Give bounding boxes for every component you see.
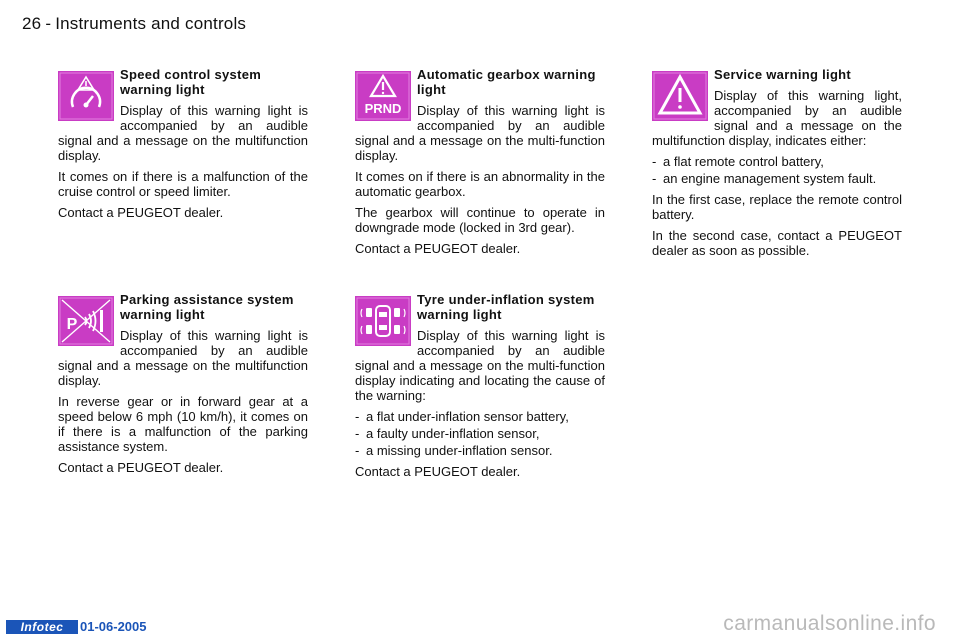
- tyre-section: [355, 292, 605, 485]
- section-title: Service warning light: [714, 67, 852, 82]
- watermark: carmanualsonline.info: [723, 612, 936, 635]
- tyre-pressure-icon: [355, 296, 411, 346]
- list-item: - a flat under-inflation sensor battery,: [355, 409, 605, 424]
- section-intro: Display of this warning light is accompanied by an audible signal and a message on the multifunction display.: [58, 328, 308, 388]
- list-item: - a missing under-inflation sensor.: [355, 443, 605, 458]
- list-item: - an engine management system fault.: [652, 171, 902, 186]
- section-intro: Display of this warning light is accompanied by an audible signal and a message on the multi-function display indicating and locating the cause of the warning:: [355, 328, 605, 403]
- parking-section: [58, 292, 308, 481]
- speed-control-section: [58, 67, 308, 226]
- section-text: Contact a PEUGEOT dealer.: [355, 241, 521, 256]
- page-header: [22, 14, 246, 34]
- section-text: Contact a PEUGEOT dealer.: [58, 205, 224, 220]
- section-text: Contact a PEUGEOT dealer.: [58, 460, 224, 475]
- prnd-warning-icon: [355, 71, 411, 121]
- section-intro: Display of this warning light is accompanied by an audible signal and a message on the multifunction display.: [58, 103, 308, 163]
- section-text: In reverse gear or in forward gear at a speed below 6 mph (10 km/h), it comes on if there is a malfunction of the parking assistance system.: [58, 394, 308, 454]
- parking-assist-icon: [58, 296, 114, 346]
- section-text: The gearbox will continue to operate in downgrade mode (locked in 3rd gear).: [355, 205, 605, 235]
- section-title: Automatic gearbox warning light: [417, 67, 596, 97]
- section-title: Speed control system warning light: [120, 67, 262, 97]
- section-text: It comes on if there is an abnormality in the automatic gearbox.: [355, 169, 605, 199]
- footer-date: 01-06-2005: [80, 619, 147, 634]
- infotec-badge: Infotec: [6, 620, 78, 634]
- cause-list: [355, 409, 605, 458]
- gearbox-section: [355, 67, 605, 262]
- page-title: Instruments and controls: [55, 14, 247, 33]
- section-text: It comes on if there is a malfunction of the cruise control or speed limiter.: [58, 169, 308, 199]
- cause-list: [652, 154, 902, 186]
- list-item: - a flat remote control battery,: [652, 154, 902, 169]
- header-separator: -: [45, 14, 52, 33]
- section-text: Contact a PEUGEOT dealer.: [355, 464, 521, 479]
- service-section: [652, 67, 902, 264]
- parking-p-label: P: [66, 316, 78, 333]
- list-item: - a faulty under-inflation sensor,: [355, 426, 605, 441]
- section-title: Parking assistance system warning light: [120, 292, 294, 322]
- speedometer-warning-icon: [58, 71, 114, 121]
- service-triangle-icon: [652, 71, 708, 121]
- section-text: In the second case, contact a PEUGEOT dealer as soon as possible.: [652, 228, 902, 258]
- section-title: Tyre under-inflation system warning light: [417, 292, 595, 322]
- section-intro: Display of this warning light, accompanied by an audible signal and a message on the multifunction display, indicates either:: [652, 88, 902, 148]
- section-intro: Display of this warning light is accompanied by an audible signal and a message on the multi-function display.: [355, 103, 605, 163]
- prnd-label: PRND: [364, 101, 402, 116]
- section-text: In the first case, replace the remote control battery.: [652, 192, 902, 222]
- page-number: 26: [22, 14, 42, 33]
